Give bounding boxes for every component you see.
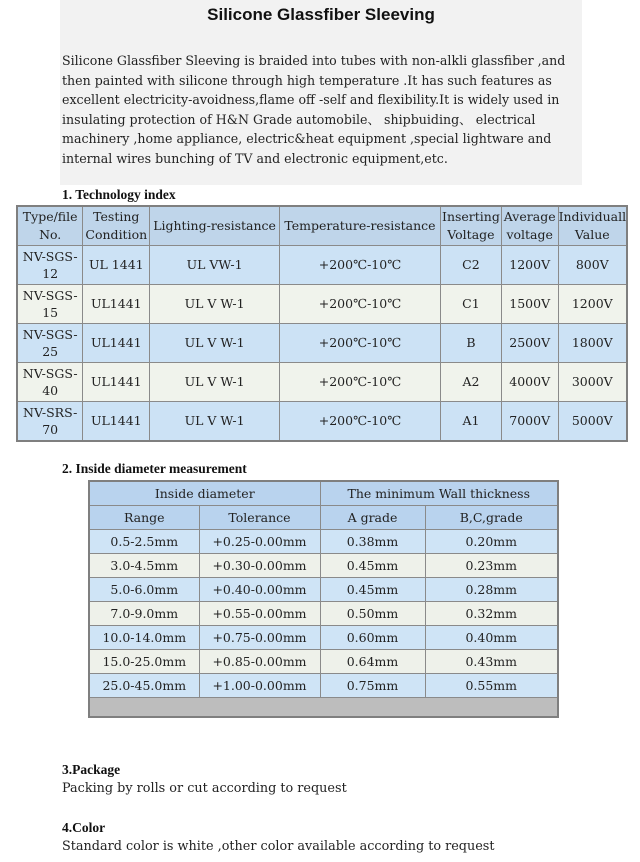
column-header: Tolerance — [199, 506, 320, 530]
table-cell: +0.75-0.00mm — [199, 626, 320, 650]
table-cell: 25.0-45.0mm — [89, 674, 199, 698]
technology-index-table — [16, 205, 628, 442]
table-cell: 0.5-2.5mm — [89, 530, 199, 554]
package-text: Packing by rolls or cut according to request — [62, 781, 347, 796]
table-cell: 3000V — [558, 363, 627, 402]
table-cell: 0.43mm — [425, 650, 558, 674]
table-cell: 7.0-9.0mm — [89, 602, 199, 626]
table-cell: 0.45mm — [320, 578, 425, 602]
group-header-wall-thickness: The minimum Wall thickness — [320, 481, 558, 506]
table-cell: NV-SGS-25 — [17, 324, 83, 363]
table-cell: 0.40mm — [425, 626, 558, 650]
table-cell: A2 — [441, 363, 502, 402]
table-cell: UL1441 — [83, 402, 150, 442]
table-row — [89, 650, 558, 674]
table-cell: 0.38mm — [320, 530, 425, 554]
table-cell: 0.55mm — [425, 674, 558, 698]
table-cell: 5000V — [558, 402, 627, 442]
table-row — [17, 285, 627, 324]
table-cell: 5.0-6.0mm — [89, 578, 199, 602]
table-footer — [89, 698, 558, 718]
page-title: Silicone Glassfiber Sleeving — [207, 5, 435, 24]
table-cell: UL V W-1 — [150, 363, 280, 402]
table-header-row — [89, 506, 558, 530]
table-cell: +200℃-10℃ — [279, 402, 440, 442]
table-cell: +0.40-0.00mm — [199, 578, 320, 602]
table-cell: 4000V — [501, 363, 558, 402]
column-header: Testing Condition — [83, 206, 150, 246]
package-heading: 3.Package — [62, 762, 121, 777]
table-cell: 0.28mm — [425, 578, 558, 602]
table-cell: +0.25-0.00mm — [199, 530, 320, 554]
table-row — [17, 246, 627, 285]
table-cell: C1 — [441, 285, 502, 324]
column-header: A grade — [320, 506, 425, 530]
table-cell: 3.0-4.5mm — [89, 554, 199, 578]
table-cell: +200℃-10℃ — [279, 324, 440, 363]
color-text: Standard color is white ,other color available according to request — [62, 839, 495, 854]
table-cell: 10.0-14.0mm — [89, 626, 199, 650]
table-cell: NV-SGS-12 — [17, 246, 83, 285]
color-heading: 4.Color — [62, 820, 106, 835]
tech-index-heading: 1. Technology index — [62, 187, 176, 202]
table-row — [89, 602, 558, 626]
table-cell: 0.64mm — [320, 650, 425, 674]
table-cell: UL V W-1 — [150, 402, 280, 442]
column-header: Inserting Voltage — [441, 206, 502, 246]
table-cell: 2500V — [501, 324, 558, 363]
table-footer-row — [89, 698, 558, 718]
table-cell: A1 — [441, 402, 502, 442]
column-header: Individuall Value — [558, 206, 627, 246]
table-cell: NV-SRS-70 — [17, 402, 83, 442]
diameter-heading: 2. Inside diameter measurement — [62, 461, 247, 476]
table-cell: UL V W-1 — [150, 285, 280, 324]
table-cell: +200℃-10℃ — [279, 285, 440, 324]
table-cell: UL1441 — [83, 324, 150, 363]
table-cell: 1500V — [501, 285, 558, 324]
table-header-row — [17, 206, 627, 246]
table-cell: 7000V — [501, 402, 558, 442]
table-cell: 0.32mm — [425, 602, 558, 626]
table-row — [17, 402, 627, 442]
table-cell: 1200V — [558, 285, 627, 324]
table-cell: UL V W-1 — [150, 324, 280, 363]
table-cell: +0.30-0.00mm — [199, 554, 320, 578]
table-cell: 0.50mm — [320, 602, 425, 626]
column-header: B,C,grade — [425, 506, 558, 530]
table-cell: 1800V — [558, 324, 627, 363]
group-header-inside-diameter: Inside diameter — [89, 481, 320, 506]
table-cell: NV-SGS-40 — [17, 363, 83, 402]
table-cell: B — [441, 324, 502, 363]
product-description: Silicone Glassfiber Sleeving is braided into tubes with non-alkli glassfiber ,and then painted with silicone through high temperature .It has such features as excellent electricity-avoidness,flame off -self and flexibility.It is widely used in insulating protection of H&N Grade automobile、 shipbuiding、 electrical machinery ,home appliance, electric&heat equipment ,special lightware and internal wires bunching of TV and electronic equipment,etc. — [62, 53, 566, 166]
table-row — [89, 530, 558, 554]
table-cell: 0.75mm — [320, 674, 425, 698]
table-row — [17, 324, 627, 363]
table-row — [17, 363, 627, 402]
table-row — [89, 554, 558, 578]
table-cell: 0.20mm — [425, 530, 558, 554]
table-row — [89, 578, 558, 602]
table-cell: 1200V — [501, 246, 558, 285]
table-cell: +0.55-0.00mm — [199, 602, 320, 626]
table-cell: +200℃-10℃ — [279, 363, 440, 402]
column-header: Lighting-resistance — [150, 206, 280, 246]
table-group-header-row — [89, 481, 558, 506]
column-header: Average voltage — [501, 206, 558, 246]
table-cell: UL1441 — [83, 363, 150, 402]
table-cell: +0.85-0.00mm — [199, 650, 320, 674]
table-row — [89, 674, 558, 698]
table-cell: 800V — [558, 246, 627, 285]
table-cell: UL 1441 — [83, 246, 150, 285]
table-cell: UL VW-1 — [150, 246, 280, 285]
table-cell: 0.45mm — [320, 554, 425, 578]
table-cell: UL1441 — [83, 285, 150, 324]
intro-panel — [60, 0, 582, 185]
table-cell: C2 — [441, 246, 502, 285]
column-header: Range — [89, 506, 199, 530]
table-cell: 0.60mm — [320, 626, 425, 650]
table-cell: +200℃-10℃ — [279, 246, 440, 285]
inside-diameter-table — [88, 480, 559, 718]
table-cell: 0.23mm — [425, 554, 558, 578]
table-cell: NV-SGS-15 — [17, 285, 83, 324]
table-cell: +1.00-0.00mm — [199, 674, 320, 698]
column-header: Temperature-resistance — [279, 206, 440, 246]
column-header: Type/file No. — [17, 206, 83, 246]
table-cell: 15.0-25.0mm — [89, 650, 199, 674]
table-row — [89, 626, 558, 650]
